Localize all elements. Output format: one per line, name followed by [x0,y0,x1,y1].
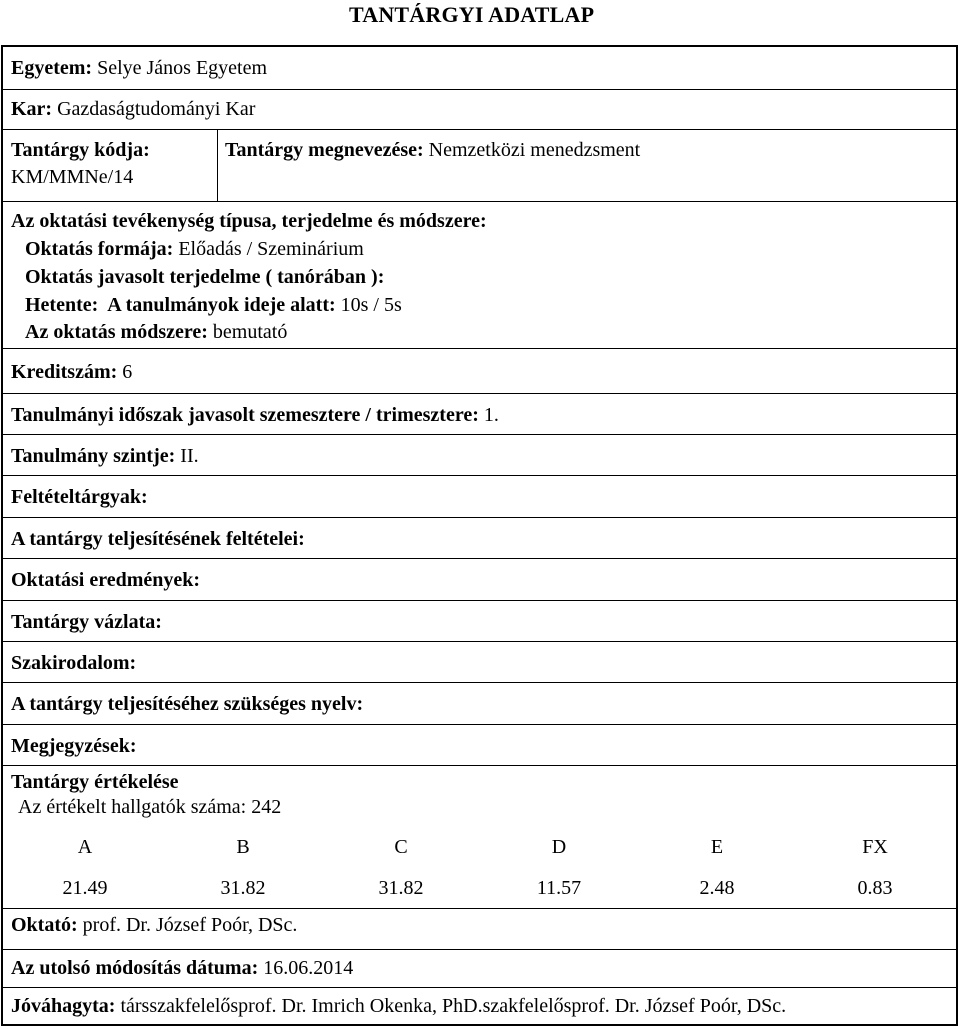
total-label: A tanulmányok ideje alatt: [107,294,336,316]
form-label: Oktatás formája: [25,238,174,260]
semester-row [3,393,956,434]
grade-value: 2.48 [699,877,735,899]
grade-value: 31.82 [378,877,424,899]
course-row-divider [217,130,218,201]
course-name-value: Nemzetközi menedzsment [428,139,641,161]
lecturer-row [3,908,956,949]
credits-label: Kreditszám: [11,361,118,383]
last-modified-row [3,949,956,987]
university-value: Selye János Egyetem [97,57,268,79]
grade-header: FX [862,836,888,858]
faculty-row [3,89,956,129]
outcomes-row [3,558,956,600]
faculty-label: Kar: [11,98,53,120]
approved-row [3,987,956,1026]
document-title: TANTÁRGYI ADATLAP [349,2,595,27]
lecturer-value: prof. Dr. József Poór, DSc. [82,914,298,936]
grade-value: 21.49 [62,877,108,899]
notes-label: Megjegyzések: [11,735,137,757]
university-label: Egyetem: [11,57,93,79]
students-label: Az értékelt hallgatók száma: [18,796,247,818]
semester-value: 1. [483,404,499,426]
language-row [3,682,956,724]
course-code-value: KM/MMNe/14 [11,166,134,188]
completion-row [3,517,956,558]
form-value: Előadás / Szeminárium [178,238,364,260]
last-modified-label: Az utolsó módosítás dátuma: [11,957,259,979]
outcomes-label: Oktatási eredmények: [11,569,201,591]
grade-header: A [77,836,93,858]
prerequisites-label: Feltételtárgyak: [11,486,148,508]
level-label: Tanulmány szintje: [11,445,176,467]
grade-value: 0.83 [857,877,893,899]
method-label: Az oktatás módszere: [25,321,208,343]
last-modified-value: 16.06.2014 [263,957,354,979]
grade-header: C [394,836,408,858]
credits-value: 6 [122,361,133,383]
evaluation-row [3,765,956,908]
method-value: bemutató [212,321,288,343]
outline-row [3,600,956,641]
total-value: 10s / 5s [340,294,402,316]
completion-label: A tantárgy teljesítésének feltételei: [11,528,305,550]
evaluation-heading: Tantárgy értékelése [11,771,179,793]
students-value: 242 [251,796,282,818]
faculty-value: Gazdaságtudományi Kar [57,98,256,120]
prerequisites-row [3,475,956,517]
course-row [3,129,956,201]
approved-value: társszakfelelősprof. Dr. Imrich Okenka, PhD.szakfelelősprof. Dr. József Poór, DSc. [120,995,787,1017]
grade-header: B [236,836,250,858]
activity-row [3,201,956,348]
outline-label: Tantárgy vázlata: [11,611,162,633]
activity-heading: Az oktatási tevékenység típusa, terjedelme és módszere: [11,210,487,232]
datasheet-frame [1,45,958,1026]
lecturer-label: Oktató: [11,914,78,936]
level-value: II. [180,445,199,467]
language-label: A tantárgy teljesítéséhez szükséges nyelv: [11,693,364,715]
credits-row [3,348,956,393]
grade-header: E [710,836,724,858]
literature-row [3,641,956,682]
university-row [3,47,956,89]
scope-label: Oktatás javasolt terjedelme ( tanórában ): [25,266,385,288]
literature-label: Szakirodalom: [11,652,137,674]
grade-header: D [551,836,567,858]
grade-value: 31.82 [220,877,266,899]
course-name-label: Tantárgy megnevezése: [225,139,424,161]
course-code-label: Tantárgy kódja: [11,139,150,161]
semester-label: Tanulmányi időszak javasolt szemesztere / trimesztere: [11,404,479,426]
grade-table [3,827,956,909]
approved-label: Jóváhagyta: [11,995,116,1017]
level-row [3,434,956,475]
notes-row [3,724,956,765]
grade-value: 11.57 [536,877,582,899]
weekly-label: Hetente: [25,294,99,316]
